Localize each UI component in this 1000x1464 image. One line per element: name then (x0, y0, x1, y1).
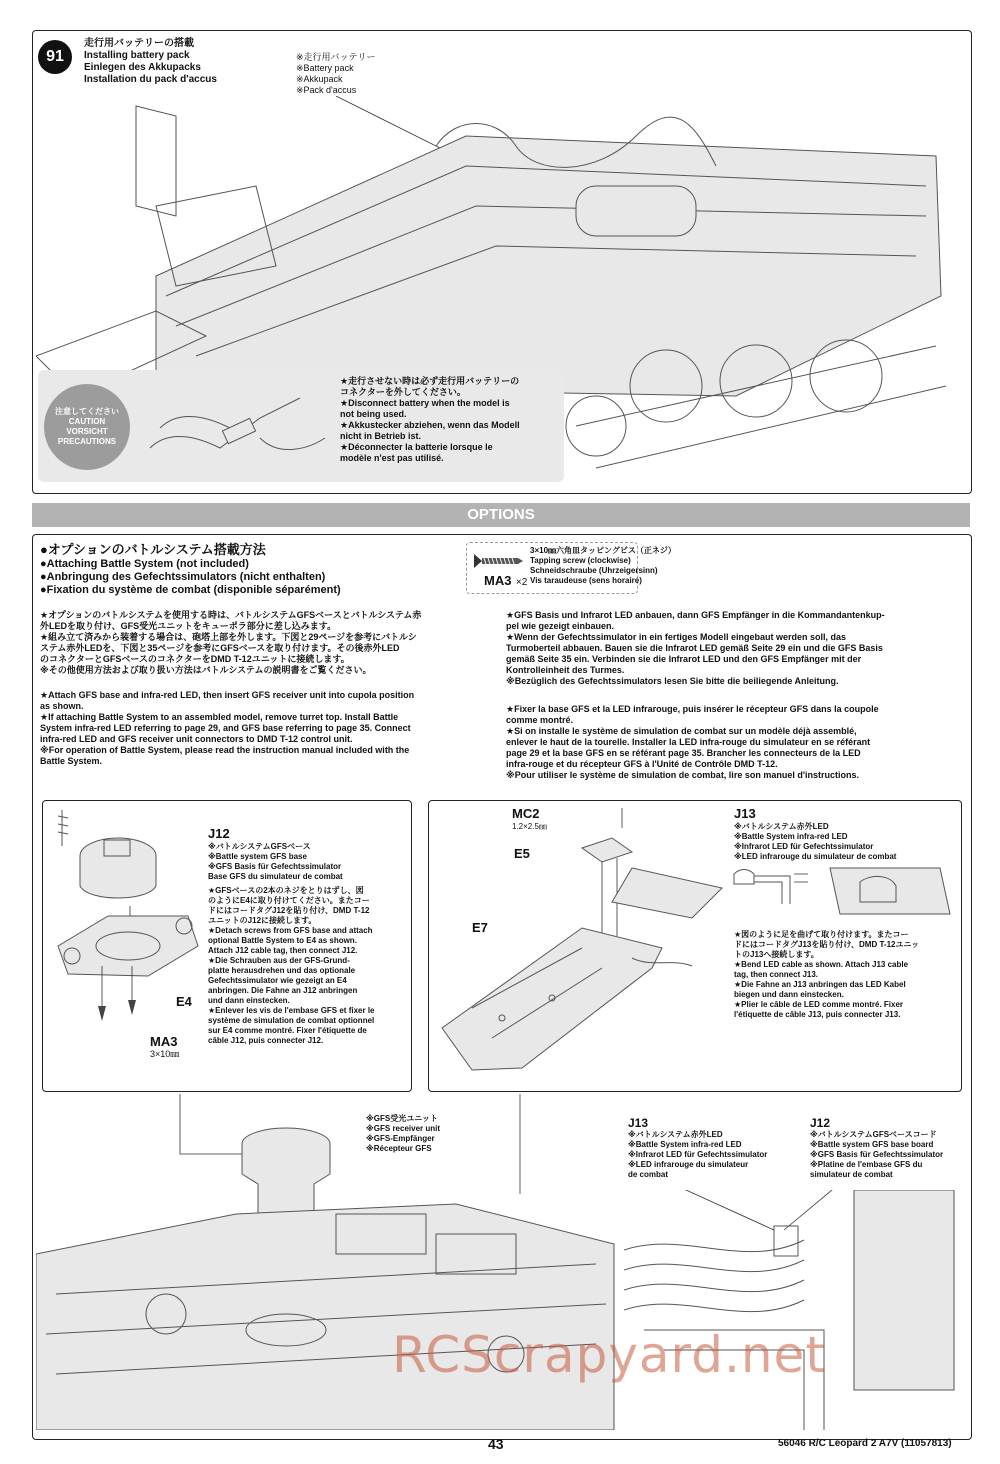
options-instructions-jp (40, 610, 500, 676)
fr-line-7: ※Pour utiliser le système de simulation de combat, lire son manuel d'instructions. (506, 770, 859, 780)
options-heading-fr: ●Fixation du système de combat (disponible séparément) (40, 584, 341, 596)
caution-line-8: modèle n'est pas utilisé. (340, 453, 444, 463)
fr-line-5: page 29 et la base GFS en se référant page 35. Brancher les connecteurs de la LED (506, 748, 861, 758)
j12-line-6: optional Battle System to E4 as shown. (208, 936, 357, 945)
led-mount-drawing (432, 808, 728, 1086)
caution-badge-de: VORSICHT (66, 427, 108, 436)
j12-line-12: und dann einstecken. (208, 996, 290, 1005)
bottom-j12-fr: ※Platine de l'embase GFS du (810, 1160, 923, 1169)
j13-line-9: l'étiquette de câble J13, puis connecter J13. (734, 1010, 901, 1019)
fr-line-3: ★Si on installe le système de simulation de combat sur un modèle déjà assemblé, (506, 726, 857, 736)
battery-label-jp: ※走行用バッテリー (296, 52, 376, 62)
caution-line-1: ★走行させない時は必ず走行用バッテリーの (340, 376, 520, 386)
screw-desc-de: Schneidschraube (Uhrzeigersinn) (530, 566, 658, 575)
j12-line-4: ユニットのJ12に接続します。 (208, 916, 317, 925)
en-line-3: ★If attaching Battle System to an assembled model, remove turret top. Install Battle (40, 712, 399, 722)
jp-line-5: のコネクターとGFSベースのコネクターをDMD T-12ユニットに接続します。 (40, 654, 350, 664)
gfs-receiver-fr: ※Récepteur GFS (366, 1144, 432, 1153)
j12-line-14: système de simulation de combat optionnel (208, 1016, 375, 1025)
caution-line-5: ★Akkustecker abziehen, wenn das Modell (340, 420, 520, 430)
caution-line-6: nicht in Betrieb ist. (340, 431, 422, 441)
screw-desc-en: Tapping screw (clockwise) (530, 556, 631, 565)
j13-part-name (734, 822, 896, 862)
j12-part-jp: ※バトルシステムGFSベース (208, 842, 311, 851)
bottom-j13-jp: ※バトルシステム赤外LED (628, 1130, 723, 1139)
j12-line-2: のようにE4に取り付けてください。またコー (208, 896, 370, 905)
j12-label: J12 (208, 826, 230, 841)
j13-line-8: ★Plier le câble de LED comme montré. Fixer (734, 1000, 904, 1009)
j13-line-3: トのJ13へ接続します。 (734, 950, 819, 959)
jp-line-1: ★オプションのバトルシステムを使用する時は、バトルシステムGFSベースとバトルシステム赤 (40, 610, 422, 620)
j12-line-5: ★Detach screws from GFS base and attach (208, 926, 373, 935)
mc2-label: MC2 (512, 806, 540, 821)
led-bend-drawing (730, 864, 956, 928)
jp-line-2: 外LEDを取り付け、GFS受光ユニットをキューポラ部分に差し込みます。 (40, 621, 337, 631)
gfs-receiver-en: ※GFS receiver unit (366, 1124, 441, 1133)
j12-line-11: anbringen. Die Fahne an J12 anbringen (208, 986, 358, 995)
j13-line-6: ★Die Fahne an J13 anbringen das LED Kabel (734, 980, 906, 989)
screw-desc-fr: Vis taraudeuse (sens horaire) (530, 576, 642, 585)
j12-line-13: ★Enlever les vis de l'embase GFS et fixer le (208, 1006, 375, 1015)
product-code: 56046 R/C Leopard 2 A7V (11057813) (778, 1438, 952, 1449)
options-banner (32, 503, 970, 527)
bottom-j12-de: ※GFS Basis für Gefechtssimulator (810, 1150, 944, 1159)
e7-label: E7 (472, 920, 488, 935)
bottom-j12-en: ※Battle system GFS base board (810, 1140, 934, 1149)
j13-part-fr: ※LED infrarouge du simulateur de combat (734, 852, 897, 861)
caution-line-3: ★Disconnect battery when the model is (340, 398, 510, 408)
step-title-en: Installing battery pack (84, 50, 190, 61)
page-number: 43 (488, 1436, 504, 1452)
step-number-badge (38, 40, 72, 74)
bottom-j13-de: ※Infrarot LED für Gefechtssimulator (628, 1150, 768, 1159)
de-line-6: Kontrolleinheit des Turmes. (506, 665, 625, 675)
step-number: 91 (46, 48, 64, 65)
j12-part-en: ※Battle system GFS base (208, 852, 307, 861)
screw-code (484, 572, 527, 590)
screw-desc-jp: 3×10㎜六角皿タッピングビス（正ネジ） (530, 546, 676, 555)
step-title-de: Einlegen des Akkupacks (84, 62, 201, 73)
step-title-fr: Installation du pack d'accus (84, 74, 217, 85)
j12-line-9: platte herausdrehen und das optionale (208, 966, 356, 975)
j12-screw-code: MA3 (150, 1034, 178, 1049)
tapping-screw-icon (472, 552, 524, 570)
bottom-j13-en: ※Battle System infra-red LED (628, 1140, 742, 1149)
options-instructions-de (506, 610, 964, 687)
j13-line-2: ドにはコードタグJ13を貼り付け、DMD T-12ユニッ (734, 940, 920, 949)
bottom-j12-fr2: simulateur de combat (810, 1170, 893, 1179)
options-instructions-fr (506, 704, 964, 781)
en-line-2: as shown. (40, 701, 84, 711)
fr-line-2: comme montré. (506, 715, 574, 725)
caution-line-2: コネクターを外してください。 (340, 387, 466, 397)
j12-e4-label: E4 (176, 994, 192, 1009)
fr-line-4: enlever le haut de la tourelle. Installer la LED infra-rouge du simulateur en se référant (506, 737, 871, 747)
step-title (84, 38, 217, 86)
bottom-j12-text (810, 1130, 943, 1180)
j13-line-7: biegen und dann einstecken. (734, 990, 844, 999)
j12-screw-label (150, 1034, 179, 1060)
j12-line-16: câble J12, puis connecter J12. (208, 1036, 324, 1045)
j13-part-jp: ※バトルシステム赤外LED (734, 822, 829, 831)
j13-line-5: tag, then connect J13. (734, 970, 819, 979)
caution-line-4: not being used. (340, 409, 407, 419)
j13-part-de: ※Infrarot LED für Gefechtssimulator (734, 842, 874, 851)
caution-text (340, 376, 558, 464)
de-line-2: pel wie gezeigt einbauen. (506, 621, 615, 631)
screw-qty: ×2 (515, 577, 528, 588)
j12-line-8: ★Die Schrauben aus der GFS-Grund- (208, 956, 350, 965)
screw-code-label: MA3 (484, 573, 512, 588)
caution-badge (44, 384, 130, 470)
gfs-receiver-de: ※GFS-Empfänger (366, 1134, 435, 1143)
j12-instructions (208, 886, 404, 1046)
options-banner-label: OPTIONS (467, 506, 535, 523)
e5-label: E5 (514, 846, 530, 861)
j12-part-name (208, 842, 343, 882)
caution-badge-jp: 注意してください (55, 407, 119, 416)
j12-line-10: Gefechtssimulator wie gezeigt an E4 (208, 976, 347, 985)
battery-pack-label (296, 52, 376, 96)
bottom-j13-fr: ※LED infrarouge du simulateur (628, 1160, 749, 1169)
wiring-detail-drawing (624, 1190, 964, 1432)
options-instructions-en (40, 690, 500, 767)
en-line-6: ※For operation of Battle System, please read the instruction manual included with the (40, 745, 410, 755)
jp-line-6: ※その他使用方法および取り扱い方法はバトルシステムの説明書をご覧ください。 (40, 665, 372, 675)
j12-line-7: Attach J12 cable tag, then connect J12. (208, 946, 358, 955)
j13-instructions (734, 930, 954, 1020)
fr-line-6: infra-rouge et du récepteur GFS à l'Unité de Contrôle DMD T-12. (506, 759, 778, 769)
en-line-1: ★Attach GFS base and infra-red LED, then insert GFS receiver unit into cupola position (40, 690, 415, 700)
j12-line-3: ドにはコードタグJ12を貼り付け、DMD T-12 (208, 906, 370, 915)
j13-part-en: ※Battle System infra-red LED (734, 832, 848, 841)
disconnect-hands-drawing (140, 378, 330, 474)
caution-line-7: ★Déconnecter la batterie lorsque le (340, 442, 493, 452)
de-line-1: ★GFS Basis und Infrarot LED anbauen, dann GFS Empfänger in die Kommandantenkup- (506, 610, 885, 620)
j13-label: J13 (734, 806, 756, 821)
caution-badge-fr: PRECAUTIONS (57, 437, 117, 446)
jp-line-3: ★組み立て済みから装着する場合は、砲塔上部を外します。下図と29ページを参考にバトルシ (40, 632, 417, 642)
j12-part-fr: Base GFS du simulateur de combat (208, 872, 343, 881)
jp-line-4: ステム赤外LEDを、下図と35ページを参考にGFSベースを取り付けます。その後赤外LED (40, 643, 400, 653)
options-heading-jp: ●オプションのバトルシステム搭載方法 (40, 542, 266, 557)
bottom-j12-jp: ※バトルシステムGFSベースコード (810, 1130, 937, 1139)
options-heading (40, 542, 341, 597)
options-heading-en: ●Attaching Battle System (not included) (40, 558, 249, 570)
step-title-jp: 走行用バッテリーの搭載 (84, 38, 194, 49)
en-line-7: Battle System. (40, 756, 103, 766)
j12-line-15: sur E4 comme montré. Fixer l'étiquette de (208, 1026, 367, 1035)
en-line-5: infra-red LED and GFS receiver unit connectors to DMD T-12 control unit. (40, 734, 353, 744)
watermark: RCScrapyard.net (392, 1326, 826, 1384)
j13-line-4: ★Bend LED cable as shown. Attach J13 cable (734, 960, 909, 969)
de-line-4: Turmoberteil abbauen. Bauen sie die Infrarot LED gemäß Seite 29 ein und die GFS Basis (506, 643, 883, 653)
battery-label-en: ※Battery pack (296, 63, 354, 73)
en-line-4: System infra-red LED referring to page 29, and GFS base referring to page 35. Connect (40, 723, 411, 733)
battery-label-de: ※Akkupack (296, 74, 343, 84)
bottom-j13-label: J13 (628, 1116, 649, 1130)
j13-line-1: ★図のように足を曲げて取り付けます。またコー (734, 930, 909, 939)
options-heading-de: ●Anbringung des Gefechtssimulators (nicht enthalten) (40, 571, 326, 583)
bottom-j13-fr2: de combat (628, 1170, 669, 1179)
bottom-j13-text (628, 1130, 767, 1180)
gfs-receiver-jp: ※GFS受光ユニット (366, 1114, 438, 1123)
battery-label-fr: ※Pack d'accus (296, 85, 357, 95)
j12-screw-size: 3×10㎜ (150, 1049, 180, 1059)
bottom-j12-label: J12 (810, 1116, 831, 1130)
de-line-3: ★Wenn der Gefechtssimulator in ein fertiges Modell eingebaut werden soll, das (506, 632, 846, 642)
caution-badge-en: CAUTION (68, 417, 106, 426)
de-line-5: gemäß Seite 35 ein. Verbinden sie die Infrarot LED und den GFS Empfänger mit der (506, 654, 862, 664)
j12-line-1: ★GFSベースの2本のネジをとりはずし、図 (208, 886, 364, 895)
j12-part-de: ※GFS Basis für Gefechtssimulator (208, 862, 342, 871)
gfs-receiver-label (366, 1114, 440, 1154)
screw-description (530, 546, 676, 586)
fr-line-1: ★Fixer la base GFS et la LED infrarouge, puis insérer le récepteur GFS dans la coupole (506, 704, 879, 714)
mc2-size: 1.2×2.5㎜ (512, 822, 547, 831)
de-line-7: ※Bezüglich des Gefechtssimulators lesen Sie bitte die beiliegende Anleitung. (506, 676, 839, 686)
